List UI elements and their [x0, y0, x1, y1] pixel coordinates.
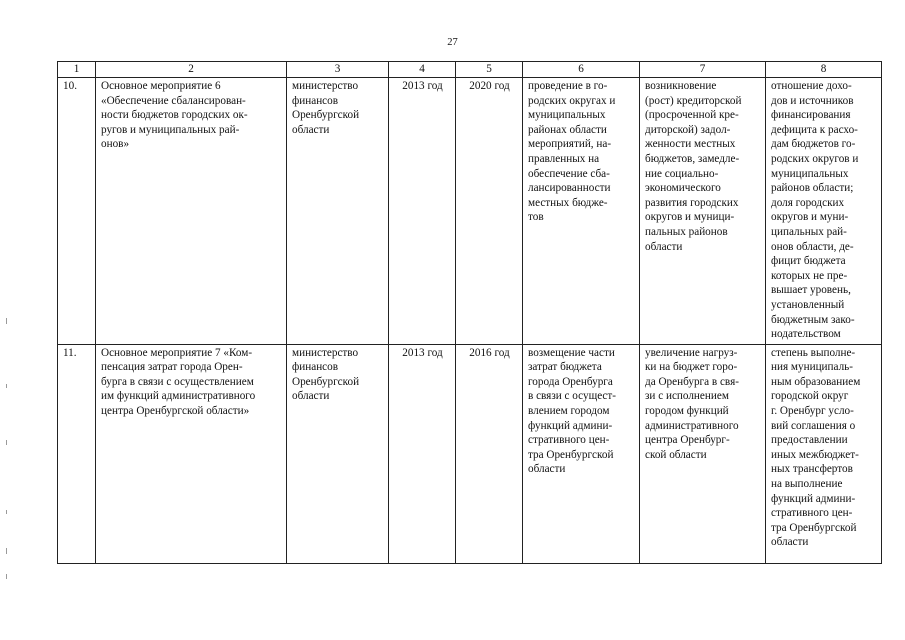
column-number: 4: [389, 62, 456, 78]
indicator-link-cell: отношение дохо- дов и источников финансирования дефицита к расхо- дам бюджетов го- родских округов и муниципальных районов области; доля городских округов и муни- ципальных рай- онов области, де- фицит бюджета которых не пре- вышает уровень, установленный бюджетным зако- нодательством: [766, 78, 882, 345]
executor-cell: министерство финансов Оренбургской области: [287, 344, 389, 563]
expected-result-cell: возмещение части затрат бюджета города Оренбурга в связи с осущест- влением городом функций админи- стративного цен- тра Оренбургской области: [523, 344, 640, 563]
column-number: 1: [58, 62, 96, 78]
scan-edge-mark: [6, 318, 7, 324]
executor-cell: министерство финансов Оренбургской области: [287, 78, 389, 345]
page-number: 27: [447, 37, 458, 48]
end-year-cell: 2020 год: [456, 78, 523, 345]
event-name-cell: Основное мероприятие 6 «Обеспечение сбалансирован- ности бюджетов городских ок- ругов и муниципальных рай- онов»: [96, 78, 287, 345]
scan-edge-mark: [6, 574, 7, 579]
column-number: 6: [523, 62, 640, 78]
column-number: 2: [96, 62, 287, 78]
scan-edge-mark: [6, 384, 7, 388]
column-number: 7: [640, 62, 766, 78]
program-measures-table: [57, 61, 882, 564]
row-number-cell: 10.: [58, 78, 96, 345]
consequence-cell: возникновение (рост) кредиторской (просроченной кре- диторской) задол- женности местных бюджетов, замедле- ние социально- экономического развития городских округов и муници- пальных районов области: [640, 78, 766, 345]
table-row: [58, 344, 882, 563]
start-year-cell: 2013 год: [389, 78, 456, 345]
table-row: [58, 78, 882, 345]
scan-edge-mark: [6, 548, 7, 554]
indicator-link-cell: степень выполне- ния муниципаль- ным образованием городской округ г. Оренбург усло- вий соглашения о предоставлении иных межбюджет- ных трансфертов на выполнение функций админи- стративного цен- тра Оренбургской области: [766, 344, 882, 563]
column-number: 5: [456, 62, 523, 78]
column-number: 8: [766, 62, 882, 78]
row-number-cell: 11.: [58, 344, 96, 563]
event-name-cell: Основное мероприятие 7 «Ком- пенсация затрат города Орен- бурга в связи с осуществлением им функций административного центра Оренбургской области»: [96, 344, 287, 563]
column-number-row: [58, 62, 882, 78]
start-year-cell: 2013 год: [389, 344, 456, 563]
consequence-cell: увеличение нагруз- ки на бюджет горо- да Оренбурга в свя- зи с исполнением городом функций административного центра Оренбург- ской области: [640, 344, 766, 563]
end-year-cell: 2016 год: [456, 344, 523, 563]
column-number: 3: [287, 62, 389, 78]
scan-edge-mark: [6, 440, 7, 445]
expected-result-cell: проведение в го- родских округах и муниципальных районах области мероприятий, на- правленных на обеспечение сба- лансированности местных бюдже- тов: [523, 78, 640, 345]
scan-edge-mark: [6, 510, 7, 514]
